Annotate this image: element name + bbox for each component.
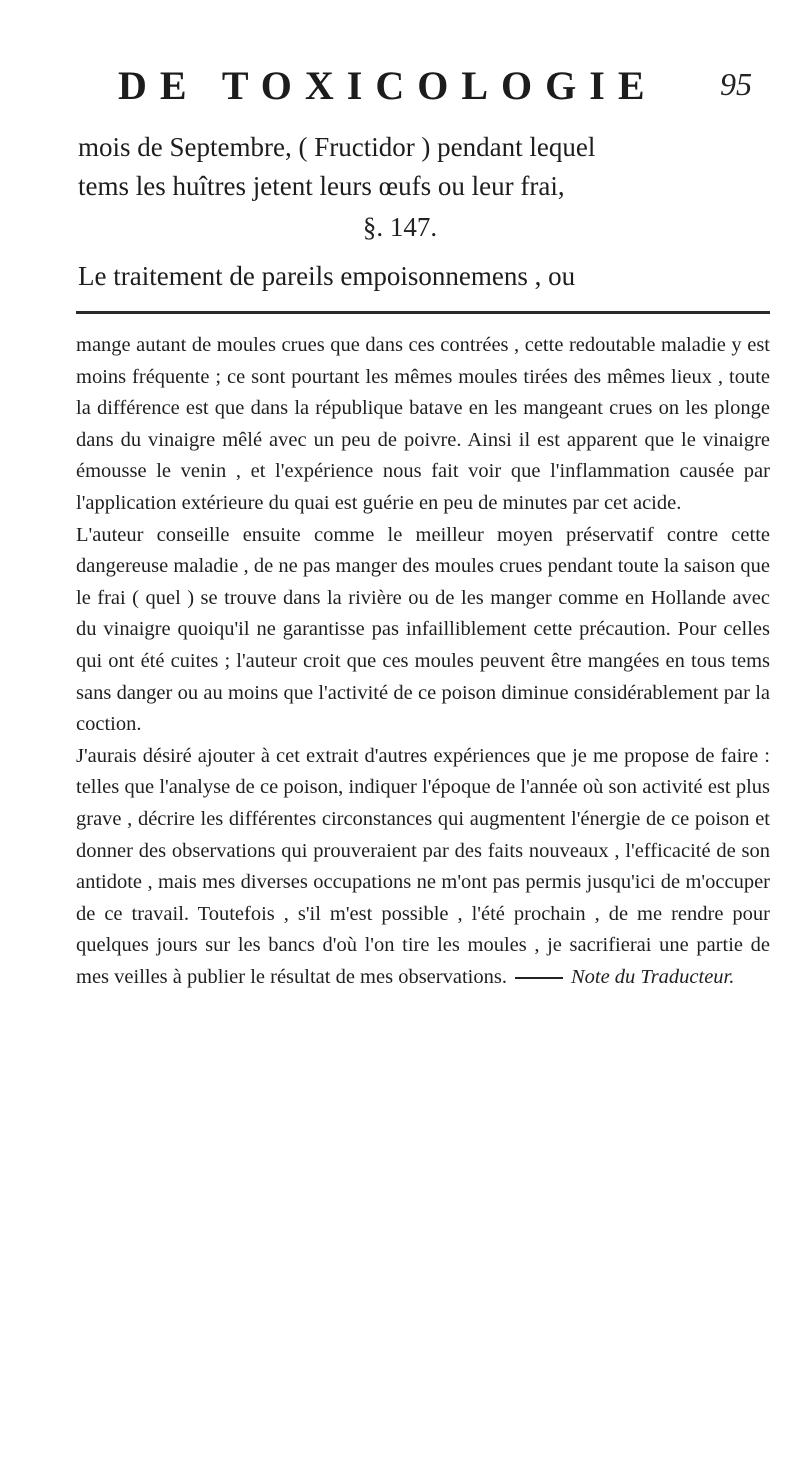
section-number: §. 147. — [362, 212, 438, 242]
text-line: Le traitement de pareils empoisonnemens , ou — [78, 261, 576, 291]
footnote — [76, 330, 770, 993]
text-line: mois de Septembre, ( Fructidor ) pendant lequel — [78, 132, 596, 162]
footnote-paragraph-text: J'aurais désiré ajouter à cet extrait d'autres expériences que je me propose de faire : telles que l'analyse de ce poison, indiquer l'époque de l'année où son activité est plus grave , décrire les différentes circonstances qui augmentent l'énergie de ce poison et donner des observations qui prouveraient par des faits nouveaux , l'efficacité de son antidote , mais mes diverses occupations ne m'ont pas permis jusqu'ici de m'occuper de ce travail. Toutefois , s'il m'est possible , l'été prochain , de me rendre pour quelques jours sur les bancs d'où l'on tire les moules , je sacrifierai une partie de mes veilles à publier le résultat de mes observations. — [76, 744, 770, 988]
running-title: DE TOXICOLOGIE — [118, 63, 658, 108]
footnote-paragraph: mange autant de moules crues que dans ces contrées , cette redoutable maladie y est moins fréquente ; ce sont pourtant les mêmes moules tirées des mêmes lieux , toute la différence est que dans la république batave en les mangeant crues on les plonge dans du vinaigre mêlé avec un peu de poivre. Ainsi il est apparent que le vinaigre émousse le venin , et l'expérience nous fait voir que l'inflammation causée par l'application extérieure du quai est guérie en peu de minutes par cet acide. — [76, 334, 770, 514]
translator-signature: Note du Traducteur. — [570, 965, 735, 988]
page-number: 95 — [720, 66, 752, 102]
dash-rule — [515, 977, 563, 979]
footnote-paragraph — [76, 741, 770, 994]
footnote-paragraph: L'auteur conseille ensuite comme le meilleur moyen préservatif contre cette dangereuse maladie , de ne pas manger des moules crues pendant toute la saison que le frai ( quel ) se trouve dans la rivière ou de les manger comme en Hollande avec du vinaigre quoiqu'il ne garantisse pas infailliblement cette précaution. Pour celles qui ont été cuites ; l'auteur croit que ces moules peuvent être mangées en tous tems sans danger ou au moins que l'activité de ce poison diminue considérablement par la coction. — [76, 523, 770, 736]
text-line: tems les huîtres jetent leurs œufs ou leur frai, — [78, 171, 565, 201]
footnote-rule — [76, 311, 770, 314]
